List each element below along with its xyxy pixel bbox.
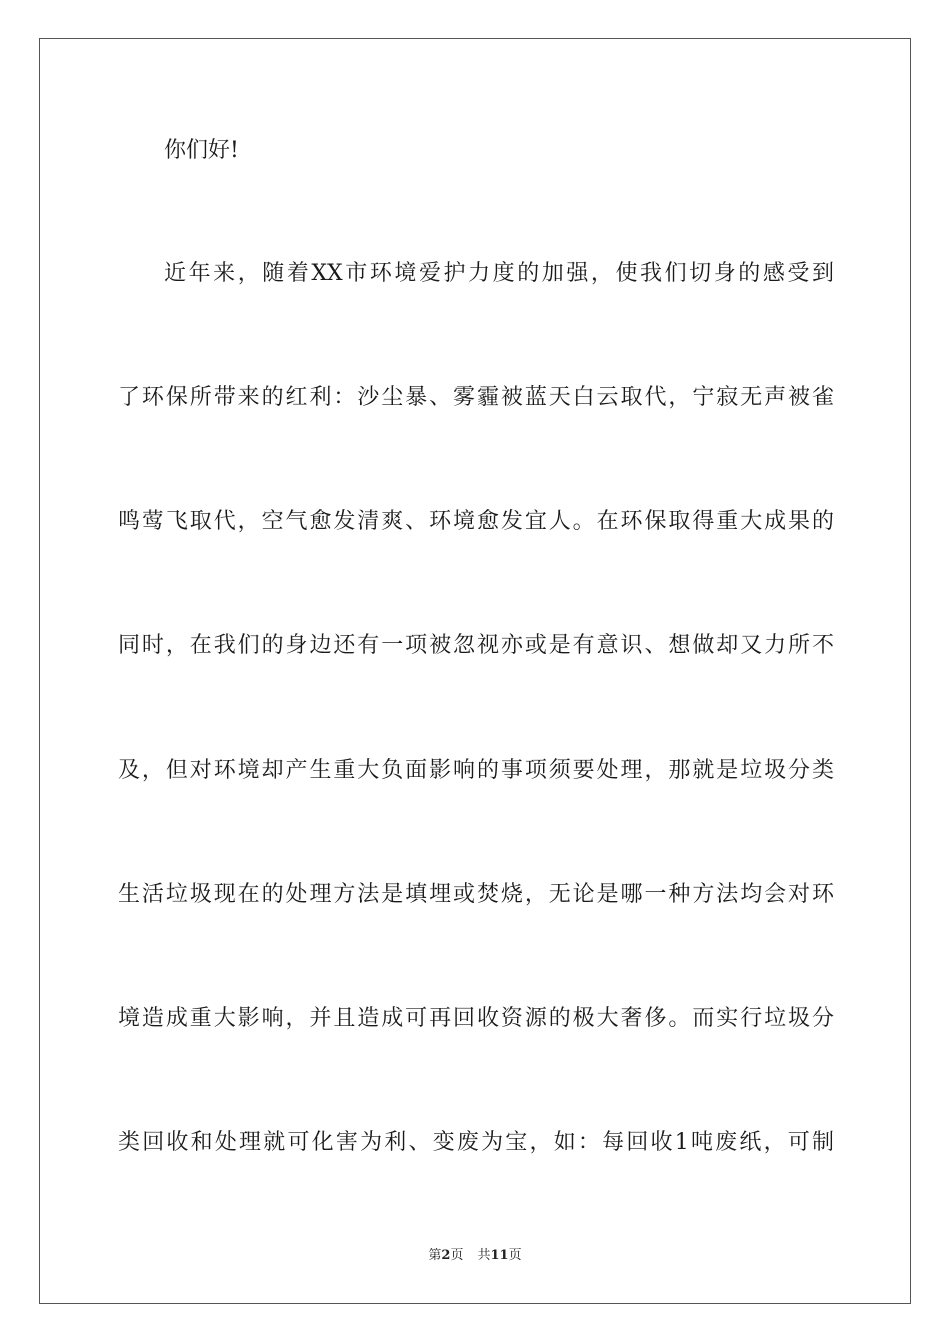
paragraph-line: 及，但对环境却产生重大负面影响的事项须要处理，那就是垃圾分类	[118, 758, 834, 783]
paragraph-line: 近年来，随着XX市环境爱护力度的加强，使我们切身的感受到	[164, 261, 834, 286]
paragraph-line: 类回收和处理就可化害为利、变废为宝，如：每回收1吨废纸，可制	[118, 1130, 834, 1155]
paragraph-line: 了环保所带来的红利：沙尘暴、雾霾被蓝天白云取代，宁寂无声被雀	[118, 385, 834, 410]
total-suffix: 页	[508, 1248, 522, 1263]
paragraph-line: 同时，在我们的身边还有一项被忽视亦或是有意识、想做却又力所不	[118, 633, 834, 658]
paragraph-line: 生活垃圾现在的处理方法是填埋或焚烧，无论是哪一种方法均会对环	[118, 882, 834, 907]
total-page-count: 11	[490, 1248, 509, 1263]
greeting-line: 你们好!	[164, 138, 239, 163]
page-suffix: 页	[450, 1248, 464, 1263]
paragraph-line: 境造成重大影响，并且造成可再回收资源的极大奢侈。而实行垃圾分	[118, 1006, 834, 1031]
page-footer	[0, 1247, 950, 1265]
page-border	[39, 38, 911, 1304]
total-prefix: 共	[477, 1248, 491, 1263]
current-page-number: 2	[441, 1248, 451, 1263]
paragraph-line: 鸣莺飞取代，空气愈发清爽、环境愈发宜人。在环保取得重大成果的	[118, 509, 834, 534]
page-prefix: 第	[428, 1248, 442, 1263]
